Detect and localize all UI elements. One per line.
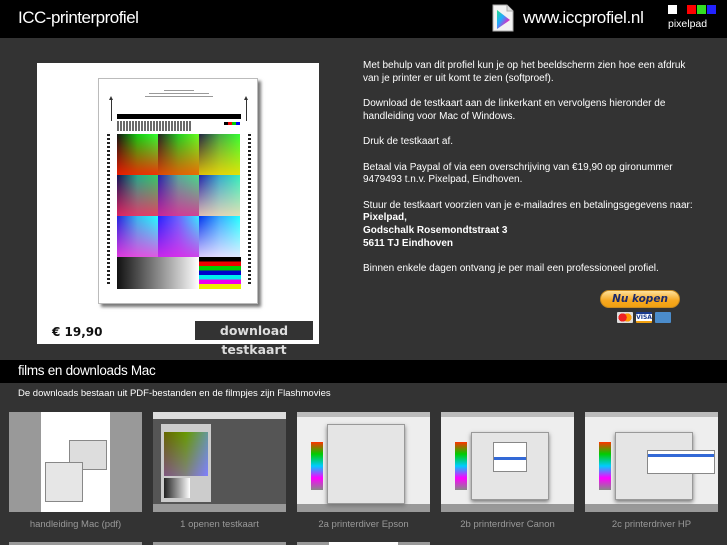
logo-white-square xyxy=(668,5,677,14)
logo-label: pixelpad xyxy=(668,18,708,30)
address-city: 5611 TJ Eindhoven xyxy=(363,237,454,249)
mastercard-icon xyxy=(617,312,633,323)
site-brand-link[interactable] xyxy=(492,4,644,32)
thumbnail-printerdriver-epson[interactable] xyxy=(297,412,430,512)
arrow-up-icon xyxy=(246,99,247,121)
thumbnail-printerdriver-canon[interactable] xyxy=(441,412,574,512)
testkaart-preview-image[interactable] xyxy=(98,78,258,304)
payment-methods xyxy=(617,312,671,323)
color-profile-document-icon xyxy=(492,4,514,32)
top-header xyxy=(0,0,727,38)
address-street: Godschalk Rosemondtstraat 3 xyxy=(363,225,508,237)
testkaart-card xyxy=(37,63,319,357)
print-instruction: Druk de testkaart af. xyxy=(363,136,454,148)
thumbnail-printerdriver-hp[interactable] xyxy=(585,412,718,512)
closing-text: Binnen enkele dagen ontvang je per mail een professioneel profiel. xyxy=(363,263,659,275)
thumbnail-label[interactable]: 2c printerdriver HP xyxy=(611,519,692,530)
logo-green-square xyxy=(697,5,706,14)
thumbnail-openen-testkaart[interactable] xyxy=(153,412,286,512)
thumbnail-label[interactable]: 2a printerdiver Epson xyxy=(318,519,409,530)
site-title: ICC-printerprofiel xyxy=(18,8,139,27)
logo-red-square xyxy=(687,5,696,14)
thumbnail-handleiding-mac[interactable] xyxy=(9,412,142,512)
section-title: films en downloads Mac xyxy=(18,363,156,378)
site-url[interactable]: www.iccprofiel.nl xyxy=(523,8,644,27)
logo-blue-square xyxy=(707,5,716,14)
section-header xyxy=(0,360,727,383)
instructions xyxy=(363,60,693,289)
amex-icon xyxy=(655,312,671,323)
download-testkaart-button[interactable]: download testkaart xyxy=(195,321,313,340)
download-instruction: Download de testkaart aan de linkerkant en vervolgens hieronder de handleiding voor Mac of Windows. xyxy=(363,98,666,122)
paypal-buy-now-button[interactable]: Nu kopen xyxy=(600,290,680,308)
thumbnail-label[interactable]: 1 openen testkaart xyxy=(180,519,259,530)
address-name: Pixelpad, xyxy=(363,212,407,224)
arrow-up-icon xyxy=(111,99,112,121)
thumbnail-label[interactable]: 2b printerdriver Canon xyxy=(460,519,555,530)
pixelpad-logo[interactable] xyxy=(668,5,718,30)
color-patch-chart xyxy=(117,134,241,289)
intro-text: Met behulp van dit profiel kun je op het beeldscherm zien hoe een afdruk van je printer er uit komt te zien (softproef). xyxy=(363,60,686,84)
price-label: € 19,90 xyxy=(52,325,103,339)
section-subtitle: De downloads bestaan uit PDF-bestanden en de filmpjes zijn Flashmovies xyxy=(18,388,331,399)
thumbnail-label[interactable]: handleiding Mac (pdf) xyxy=(29,519,122,530)
visa-icon: VISA xyxy=(636,314,652,321)
sheet-logo xyxy=(224,121,240,127)
send-instruction: Stuur de testkaart voorzien van je e-mailadres en betalingsgegevens naar: xyxy=(363,199,693,211)
payment-instruction: Betaal via Paypal of via een overschrijving van €19,90 op gironummer 9479493 t.n.v. Pixelpad, Eindhoven. xyxy=(363,161,673,186)
